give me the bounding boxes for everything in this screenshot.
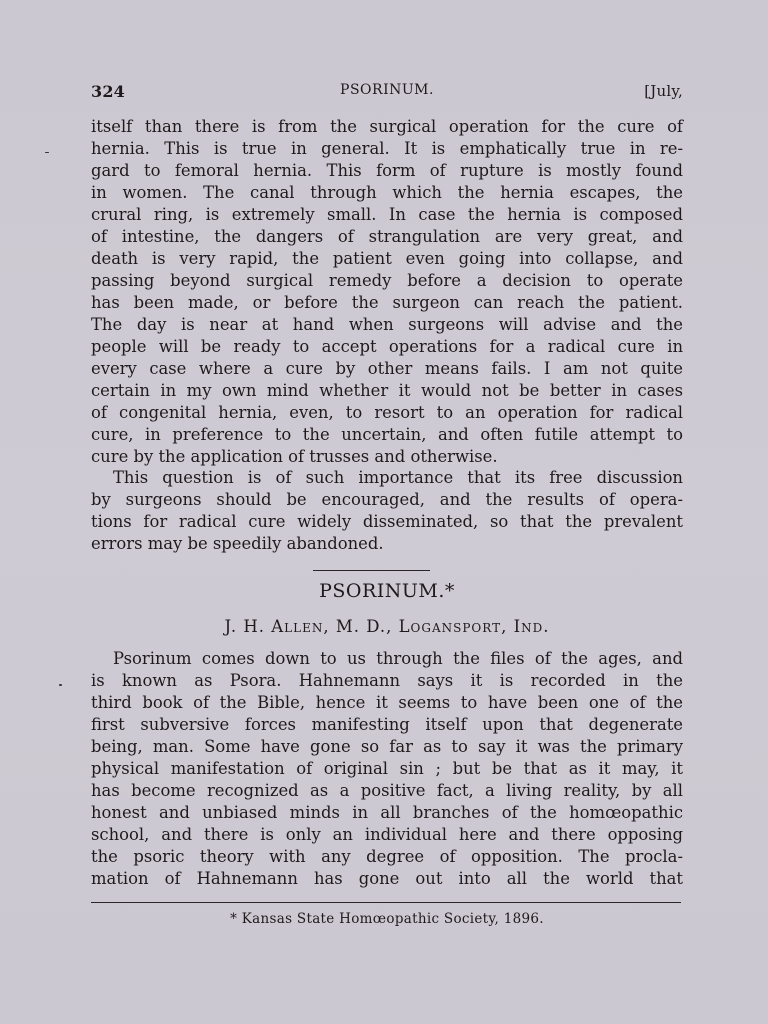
text-line: third book of the Bible, hence it seems to have been one of the <box>91 693 683 712</box>
page-header <box>91 82 683 102</box>
text-line: people will be ready to accept operations for a radical cure in <box>91 337 683 356</box>
text-line: Psorinum comes down to us through the files of the ages, and <box>113 649 683 668</box>
text-line: every case where a cure by other means fails. I am not quite <box>91 359 683 378</box>
text-line: certain in my own mind whether it would not be better in cases <box>91 381 683 400</box>
author-byline: J. H. Allen, M. D., Logansport, Ind. <box>224 617 550 636</box>
text-line: the psoric theory with any degree of opposition. The procla- <box>91 847 683 866</box>
article-paragraph <box>91 648 683 890</box>
header-date: [July, <box>644 82 683 100</box>
text-line: tions for radical cure widely disseminated, so that the prevalent <box>91 512 683 531</box>
text-line: school, and there is only an individual here and there opposing <box>91 825 683 844</box>
closing-paragraph <box>91 467 683 555</box>
text-line: honest and unbiased minds in all branches of the homœopathic <box>91 803 683 822</box>
page-number: 324 <box>91 82 125 101</box>
margin-speck <box>45 152 49 153</box>
section-divider <box>313 570 430 571</box>
footnote-rule <box>91 902 681 903</box>
text-line: first subversive forces manifesting itself upon that degenerate <box>91 715 683 734</box>
text-line: in women. The canal through which the hernia escapes, the <box>91 183 683 202</box>
margin-speck <box>59 684 62 686</box>
text-line: cure by the application of trusses and otherwise. <box>91 447 498 466</box>
text-line: of intestine, the dangers of strangulation are very great, and <box>91 227 683 246</box>
text-line: cure, in preference to the uncertain, and often futile attempt to <box>91 425 683 444</box>
text-line: itself than there is from the surgical operation for the cure of <box>91 117 683 136</box>
article-title: PSORINUM.* <box>319 580 455 602</box>
continued-paragraph <box>91 116 683 468</box>
text-line: by surgeons should be encouraged, and the results of opera- <box>91 490 683 509</box>
text-line: is known as Psora. Hahnemann says it is recorded in the <box>91 671 683 690</box>
text-line: physical manifestation of original sin ; but be that as it may, it <box>91 759 683 778</box>
text-line: crural ring, is extremely small. In case the hernia is composed <box>91 205 683 224</box>
text-line: gard to femoral hernia. This form of rupture is mostly found <box>91 161 683 180</box>
text-line: death is very rapid, the patient even going into collapse, and <box>91 249 683 268</box>
running-title: PSORINUM. <box>340 82 434 98</box>
text-line: of congenital hernia, even, to resort to an operation for radical <box>91 403 683 422</box>
text-line: This question is of such importance that its free discussion <box>113 468 683 487</box>
text-line: has been made, or before the surgeon can reach the patient. <box>91 293 683 312</box>
text-line: passing beyond surgical remedy before a decision to operate <box>91 271 683 290</box>
text-line: mation of Hahnemann has gone out into all the world that <box>91 869 683 888</box>
text-line: being, man. Some have gone so far as to say it was the primary <box>91 737 683 756</box>
text-line: hernia. This is true in general. It is emphatically true in re- <box>91 139 683 158</box>
text-line: has become recognized as a positive fact, a living reality, by all <box>91 781 683 800</box>
text-line: The day is near at hand when surgeons will advise and the <box>91 315 683 334</box>
text-line: errors may be speedily abandoned. <box>91 534 384 553</box>
footnote: * Kansas State Homœopathic Society, 1896. <box>230 911 544 927</box>
